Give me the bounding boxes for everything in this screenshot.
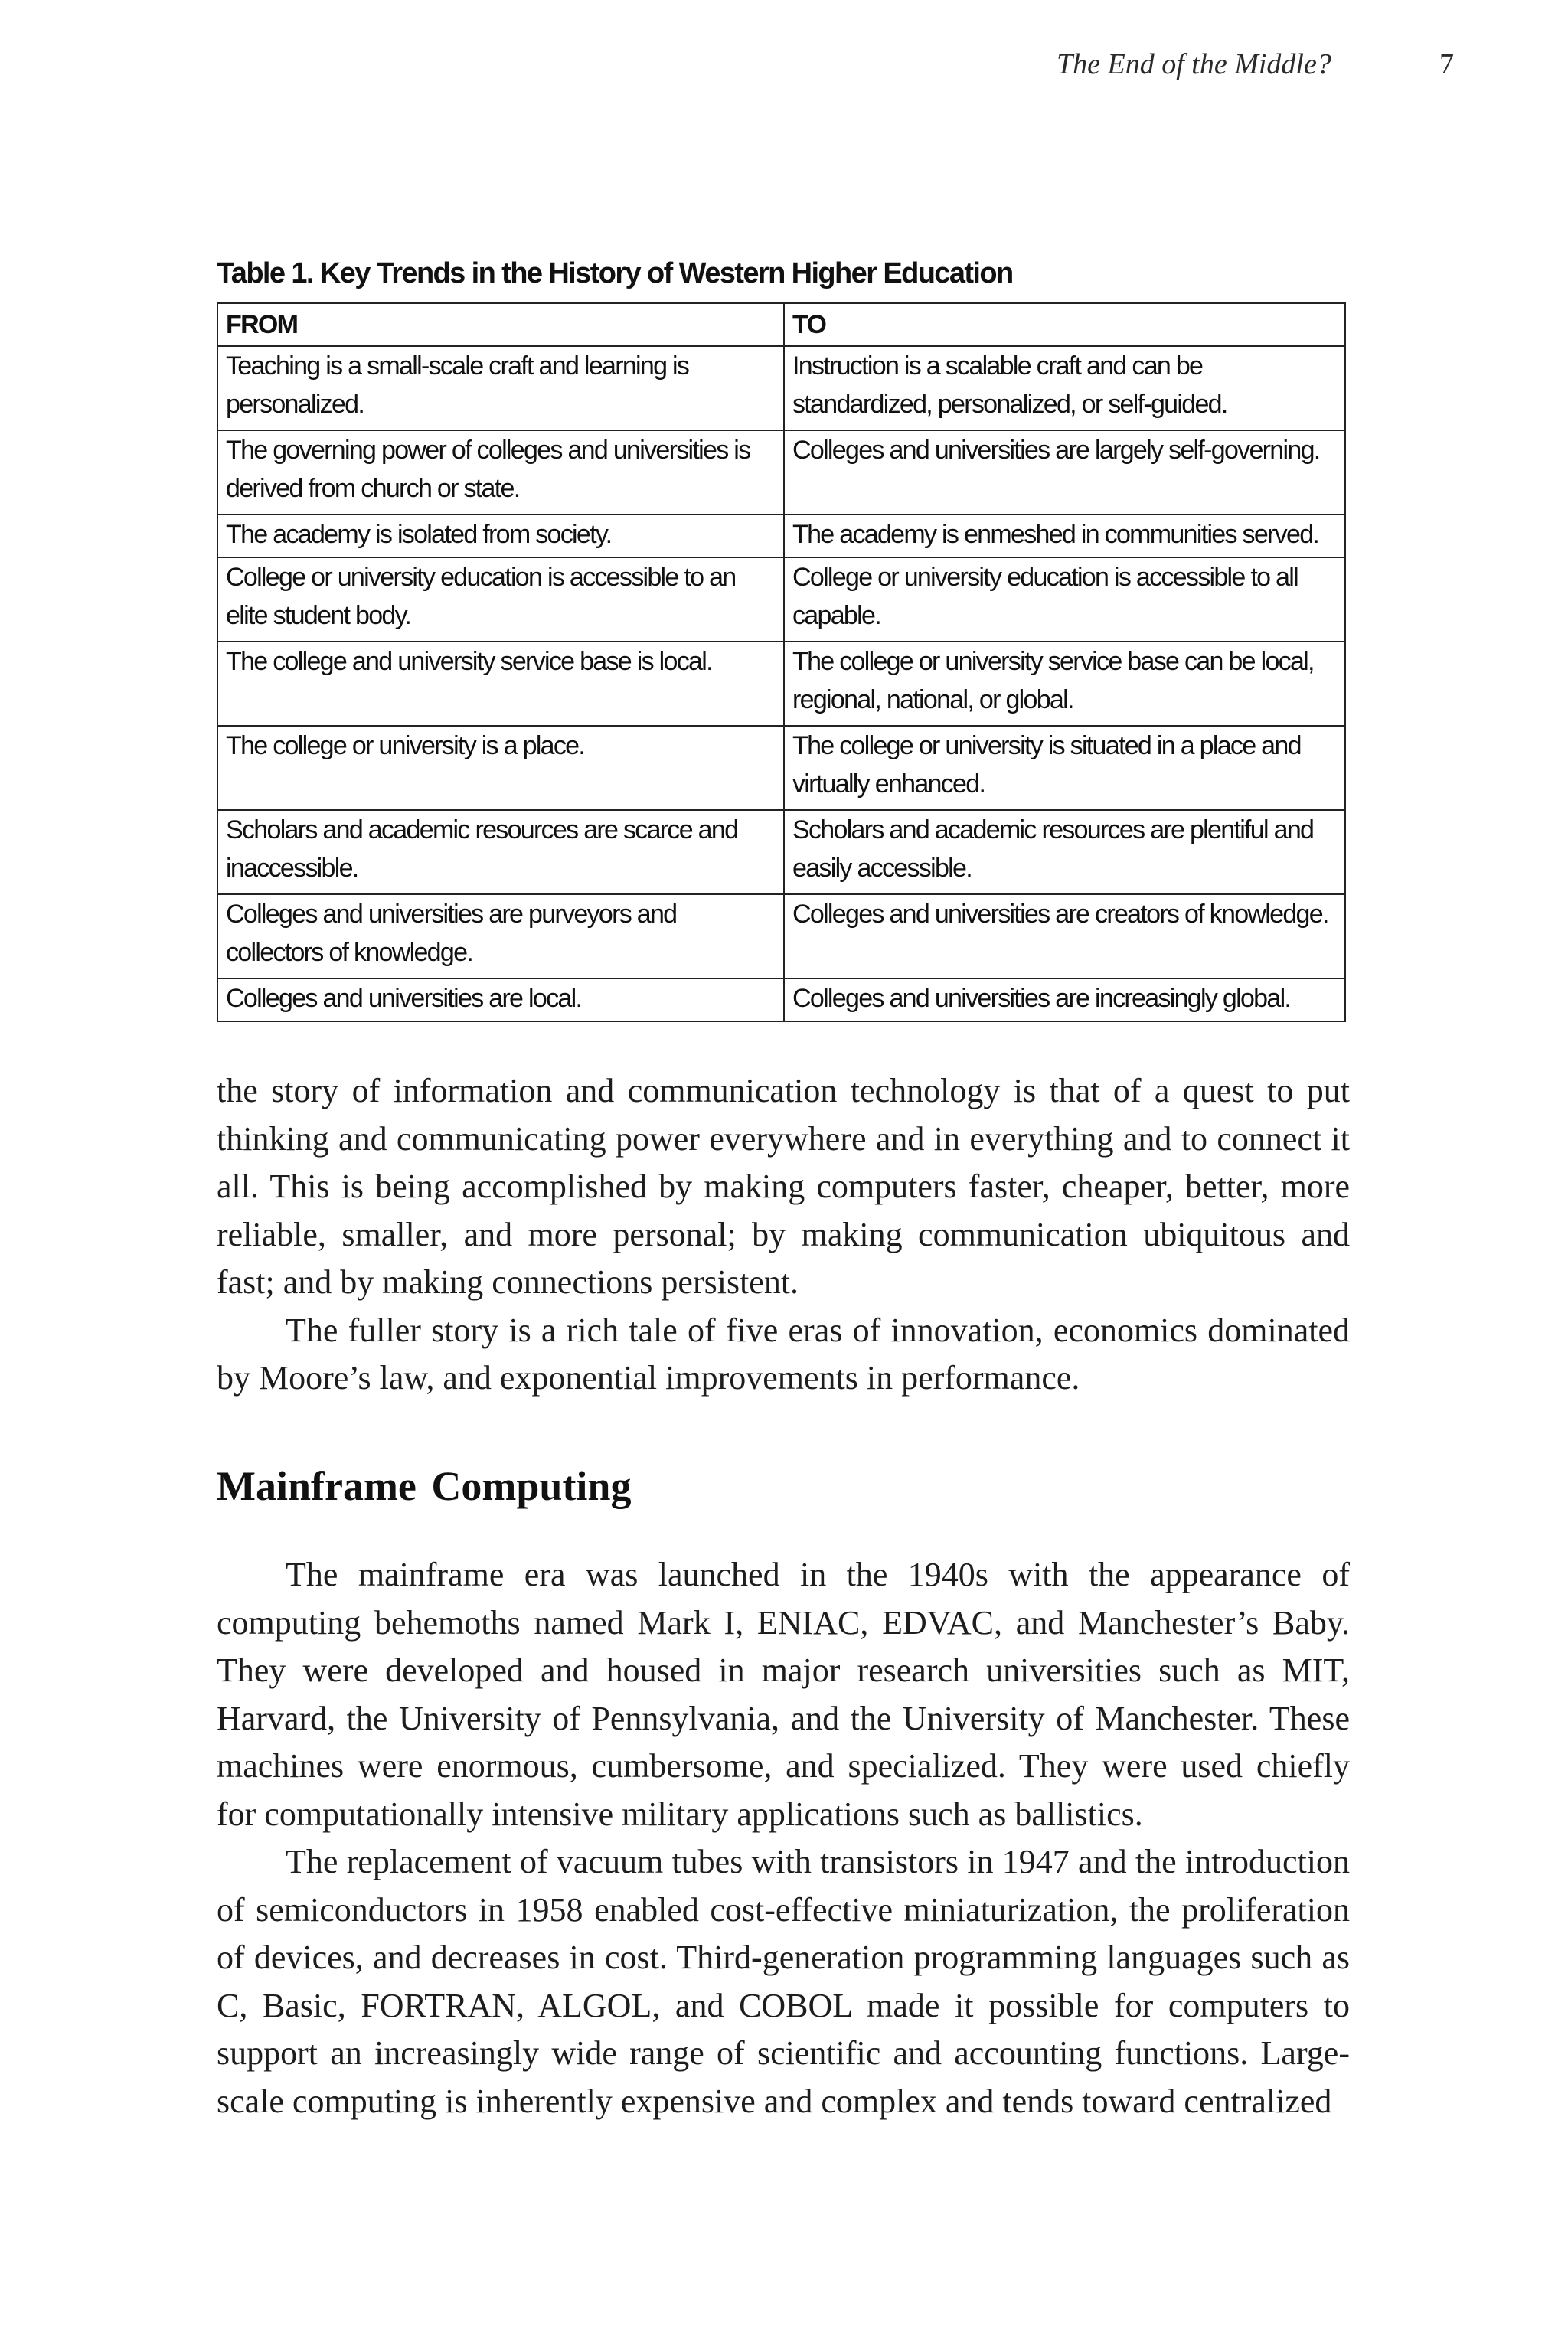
table-row: [217, 430, 1345, 514]
to-cell: Scholars and academic resources are plentiful and easily accessible.: [784, 810, 1345, 894]
body-text-upper: [217, 1067, 1350, 1403]
from-cell: Teaching is a small-scale craft and learning is personalized.: [217, 346, 784, 430]
from-cell: Scholars and academic resources are scarce and inaccessible.: [217, 810, 784, 894]
paragraph: The fuller story is a rich tale of five eras of innovation, economics dominated by Moore’s law, and exponential improvements in performance.: [217, 1311, 1350, 1396]
to-cell: Colleges and universities are increasingly global.: [784, 978, 1345, 1021]
from-cell: Colleges and universities are purveyors and collectors of knowledge.: [217, 894, 784, 978]
from-cell: The academy is isolated from society.: [217, 514, 784, 557]
from-cell: Colleges and universities are local.: [217, 978, 784, 1021]
to-cell: College or university education is accessible to all capable.: [784, 557, 1345, 642]
section-heading: Mainframe Computing: [217, 1463, 632, 1509]
table-row: [217, 978, 1345, 1021]
to-cell: Colleges and universities are largely self-governing.: [784, 430, 1345, 514]
table-row: [217, 642, 1345, 726]
from-cell: The college or university is a place.: [217, 726, 784, 810]
header-from: FROM: [217, 303, 784, 346]
key-trends-table: [217, 302, 1346, 1022]
running-head: The End of the Middle?: [1057, 48, 1331, 80]
to-cell: The college or university is situated in a place and virtually enhanced.: [784, 726, 1345, 810]
from-cell: The college and university service base is local.: [217, 642, 784, 726]
from-cell: College or university education is accessible to an elite student body.: [217, 557, 784, 642]
table-row: [217, 894, 1345, 978]
to-cell: Instruction is a scalable craft and can be standardized, personalized, or self-guided.: [784, 346, 1345, 430]
to-cell: The academy is enmeshed in communities served.: [784, 514, 1345, 557]
paragraph: the story of information and communication technology is that of a quest to put thinking and communicating power everywhere and in everything and to connect it all. This is being accomplished by making computers faster, cheaper, better, more reliable, smaller, and more personal; by making communication ubiquitous and fast; and by making connections persistent.: [217, 1072, 1350, 1301]
to-cell: Colleges and universities are creators of knowledge.: [784, 894, 1345, 978]
body-text-lower: [217, 1551, 1350, 2125]
table-row: [217, 514, 1345, 557]
table-row: [217, 810, 1345, 894]
to-cell: The college or university service base can be local, regional, national, or global.: [784, 642, 1345, 726]
table-row: [217, 346, 1345, 430]
table-header-row: [217, 303, 1345, 346]
header-to: TO: [784, 303, 1345, 346]
from-cell: The governing power of colleges and universities is derived from church or state.: [217, 430, 784, 514]
paragraph: The mainframe era was launched in the 1940s with the appearance of computing behemoths named Mark I, ENIAC, EDVAC, and Manchester’s Baby. They were developed and housed in major research universities such as MIT, Harvard, the University of Pennsylvania, and the University of Manchester. These machines were enormous, cumbersome, and specialized. They were used chiefly for computationally intensive military applications such as ballistics.: [217, 1556, 1350, 1833]
table-caption: Table 1. Key Trends in the History of Western Higher Education: [217, 257, 1013, 289]
paragraph: The replacement of vacuum tubes with transistors in 1947 and the introduction of semiconductors in 1958 enabled cost-effective miniaturization, the proliferation of devices, and decreases in cost. Third-generation programming languages such as C, Basic, FORTRAN, ALGOL, and COBOL made it possible for computers to support an increasingly wide range of scientific and accounting functions. Large-scale computing is inherently expensive and complex and tends toward centralized: [217, 1843, 1350, 2120]
table-row: [217, 557, 1345, 642]
table-row: [217, 726, 1345, 810]
page-number: 7: [1439, 48, 1454, 80]
